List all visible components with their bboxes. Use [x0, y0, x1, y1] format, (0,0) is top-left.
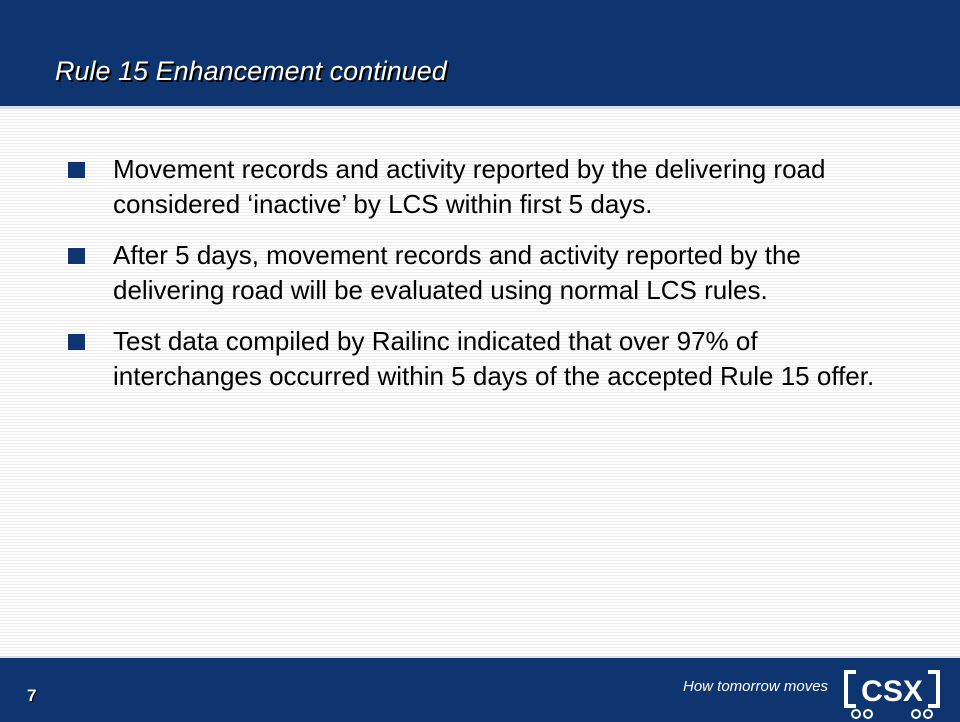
bullet-item — [68, 324, 908, 394]
bullet-text: Movement records and activity reported by the delivering road considered ‘inactive’ by LCS within first 5 days. — [113, 154, 826, 219]
slide-title: Rule 15 Enhancement continued — [55, 56, 447, 86]
tagline: How tomorrow moves — [683, 678, 829, 695]
bullet-item — [68, 152, 908, 222]
bullet-text: After 5 days, movement records and activity reported by the delivering road will be evaluated using normal LCS rules. — [113, 240, 801, 305]
square-bullet-icon — [68, 248, 85, 264]
csx-logo — [840, 666, 944, 720]
bullet-text: Test data compiled by Railinc indicated that over 97% of interchanges occurred within 5 days of the accepted Rule 15 offer. — [113, 326, 875, 391]
square-bullet-icon — [68, 162, 85, 178]
square-bullet-icon — [68, 334, 85, 350]
bullet-item — [68, 238, 908, 308]
footer-bar — [0, 656, 960, 722]
page-number: 7 — [27, 686, 37, 705]
logo-text: CSX — [861, 675, 923, 708]
header-bar — [0, 0, 960, 109]
bullet-list — [68, 152, 908, 410]
